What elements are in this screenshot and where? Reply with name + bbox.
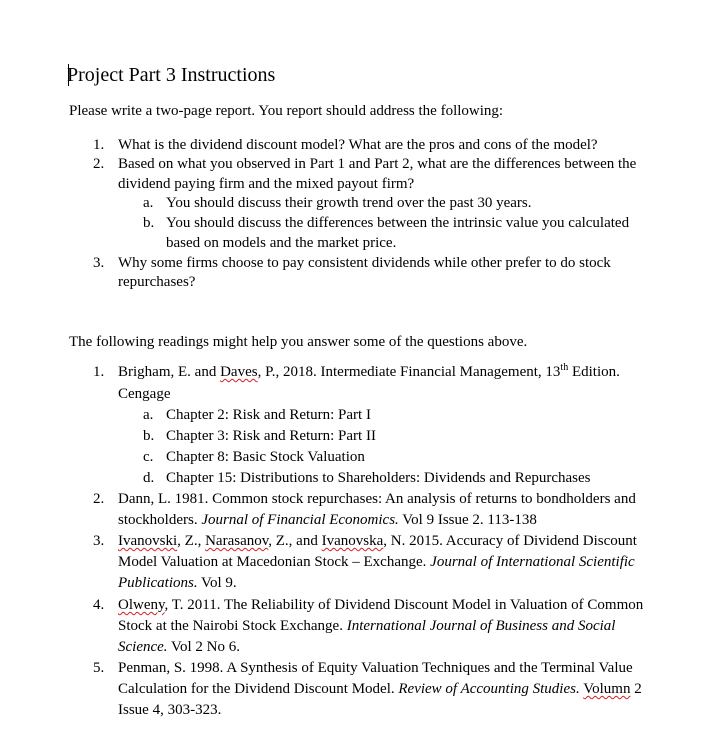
chapter-b-text: Chapter 3: Risk and Return: Part II	[166, 428, 376, 444]
chapter-d-letter: d.	[143, 470, 155, 486]
intro-paragraph: Please write a two-page report. You report should address the following:	[69, 103, 504, 119]
reading-4-line-1: Olweny, T. 2011. The Reliability of Dividend Discount Model in Valuation of Common	[118, 597, 644, 613]
misspelled-word: Narasanov	[205, 533, 269, 549]
reading-4-line-2: Stock at the Nairobi Stock Exchange. International Journal of Business and Social	[118, 618, 616, 634]
question-2b-text-line-2: based on models and the market price.	[166, 235, 397, 251]
chapter-a-text: Chapter 2: Risk and Return: Part I	[166, 407, 371, 423]
reading-5-line-3: Issue 4, 303-323.	[118, 702, 222, 718]
reading-3-number: 3.	[93, 533, 105, 549]
reading-3-line-2: Model Valuation at Macedonian Stock – Exchange. Journal of International Scientific	[118, 554, 635, 570]
reading-5-line-2: Calculation for the Dividend Discount Model. Review of Accounting Studies. Volumn 2	[118, 681, 642, 697]
question-3-text-line-1: Why some firms choose to pay consistent dividends while other prefer to do stock	[118, 255, 611, 271]
question-1-text: What is the dividend discount model? What are the pros and cons of the model?	[118, 137, 598, 153]
question-3-number: 3.	[93, 255, 105, 271]
reading-1-line-2: Cengage	[118, 386, 171, 402]
misspelled-word: Daves	[220, 364, 258, 380]
misspelled-word: Volumn	[583, 681, 631, 697]
question-3-text-line-2: repurchases?	[118, 274, 196, 290]
reading-3-line-1: Ivanovski, Z., Narasanov, Z., and Ivanovska, N. 2015. Accuracy of Dividend Discount	[118, 533, 637, 549]
question-1-number: 1.	[93, 137, 105, 153]
question-2-number: 2.	[93, 156, 105, 172]
question-2-text-line-2: dividend paying firm and the mixed payout firm?	[118, 176, 415, 192]
chapter-a-letter: a.	[143, 407, 154, 423]
reading-1-number: 1.	[93, 364, 105, 380]
chapter-c-letter: c.	[143, 449, 154, 465]
reading-4-number: 4.	[93, 597, 105, 613]
reading-5-line-1: Penman, S. 1998. A Synthesis of Equity Valuation Techniques and the Terminal Value	[118, 660, 633, 676]
reading-2-number: 2.	[93, 491, 105, 507]
question-2-text-line-1: Based on what you observed in Part 1 and Part 2, what are the differences between the	[118, 156, 637, 172]
chapter-b-letter: b.	[143, 428, 155, 444]
document-title: Project Part 3 Instructions	[67, 64, 276, 86]
reading-2-line-2: stockholders. Journal of Financial Economics. Vol 9 Issue 2. 113-138	[118, 512, 537, 528]
reading-2-line-1: Dann, L. 1981. Common stock repurchases: An analysis of returns to bondholders and	[118, 491, 636, 507]
misspelled-word: Ivanovska	[321, 533, 384, 549]
chapter-d-text: Chapter 15: Distributions to Shareholders: Dividends and Repurchases	[166, 470, 591, 486]
reading-3-line-3: Publications. Vol 9.	[118, 575, 237, 591]
question-2b-letter: b.	[143, 215, 155, 231]
reading-5-number: 5.	[93, 660, 105, 676]
reading-4-line-3: Science. Vol 2 No 6.	[118, 639, 240, 655]
reading-1-line-1: Brigham, E. and Daves, P., 2018. Intermediate Financial Management, 13th Edition.	[118, 362, 620, 380]
readings-intro: The following readings might help you answer some of the questions above.	[69, 334, 528, 350]
misspelled-word: Olweny	[118, 597, 165, 613]
question-2a-letter: a.	[143, 195, 154, 211]
question-2b-text-line-1: You should discuss the differences between the intrinsic value you calculated	[166, 215, 630, 231]
misspelled-word: Ivanovski	[118, 533, 178, 549]
question-2a-text: You should discuss their growth trend over the past 30 years.	[166, 195, 532, 211]
chapter-c-text: Chapter 8: Basic Stock Valuation	[166, 449, 365, 465]
